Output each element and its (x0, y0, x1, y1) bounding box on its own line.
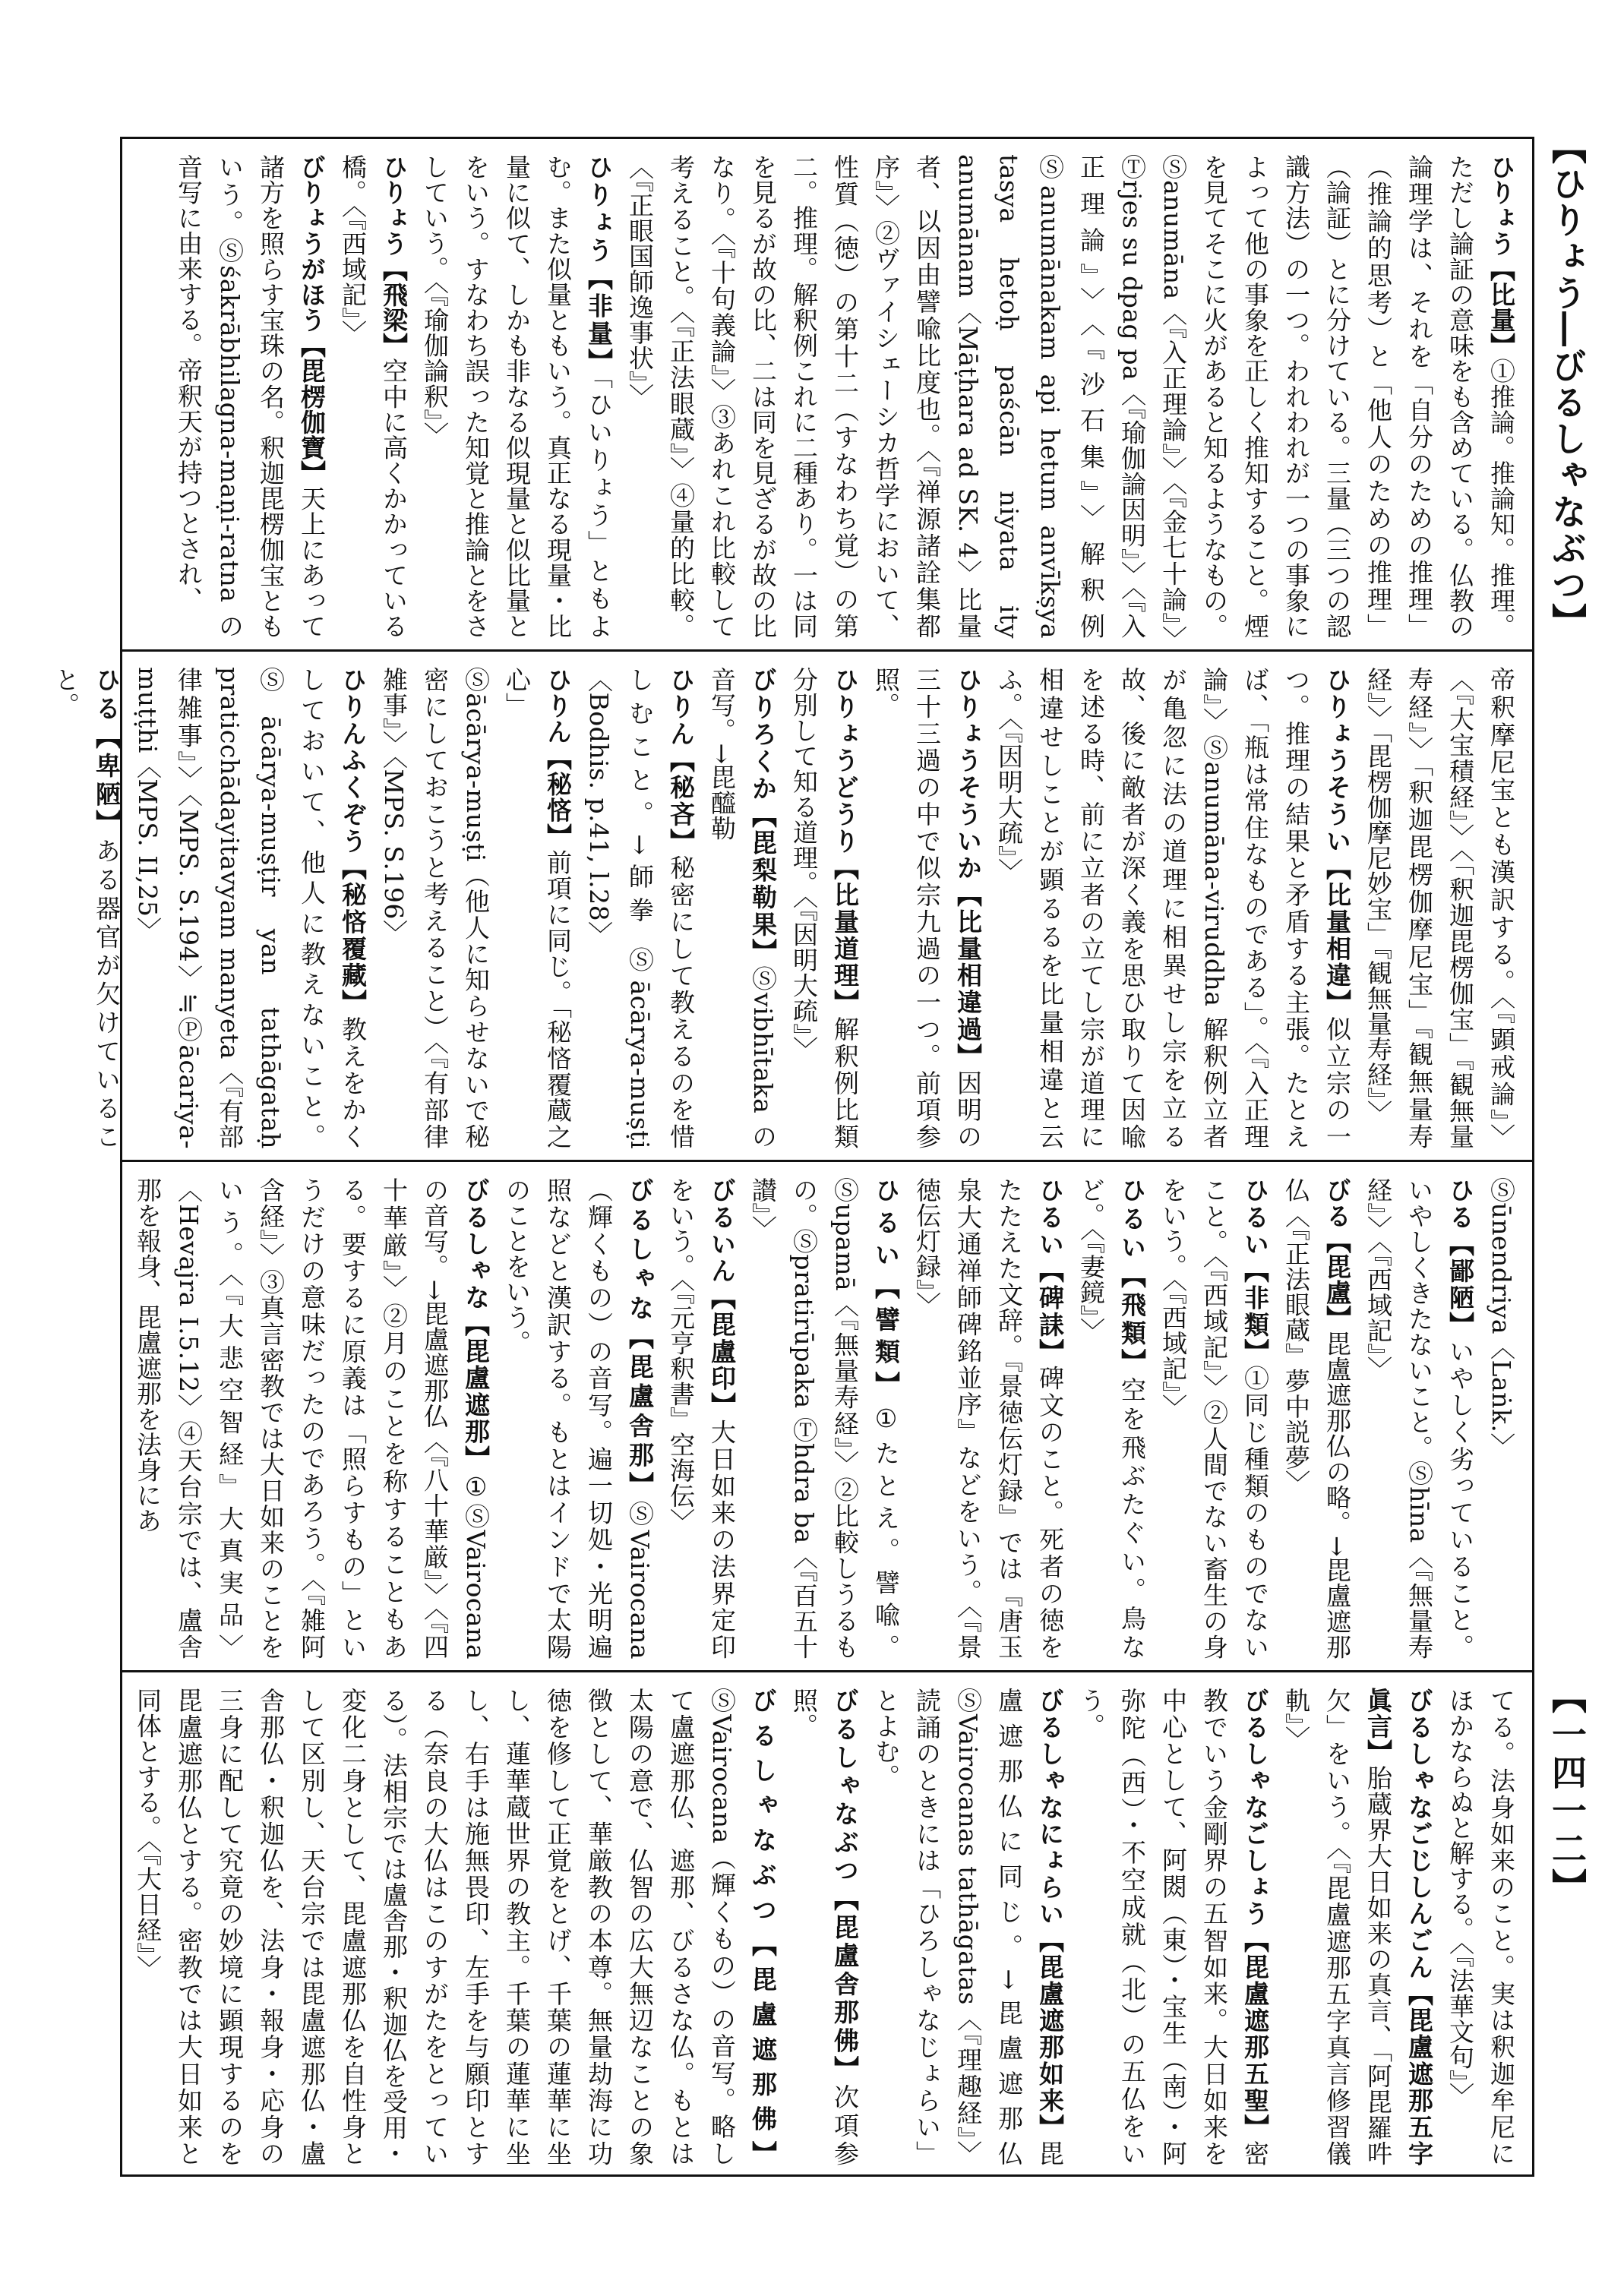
tier-4 (122, 1670, 1532, 2177)
entry-body: 教えをかくしておいて、他人に教えないこと。Ⓢācārya-muṣṭir yan tathāgataḥ praticchādayitavyam manyeta〈『有部律雑事』〉〈MPS. S.194〉≒Ⓟācariya-muṭṭhi〈MPS. II,25〉 (133, 667, 368, 1150)
entry-headword: ひるい【譬類】 (871, 1177, 901, 1404)
dictionary-entry (1480, 1177, 1521, 1660)
dictionary-entry (578, 667, 701, 1149)
entry-body: 空中に高くかかっている橋。〈『西域記』〉 (338, 154, 409, 640)
entry-headword: びるしゃなごしょう【毘盧遮那五聖】 (1240, 1688, 1270, 2141)
page-frame (51, 137, 1534, 2177)
entry-body: ①同じ種類のものでないこと。〈『西域記』〉②人間でない畜生の身をいう。〈『西域記』〉 (1158, 1177, 1270, 1660)
entry-body: ある器官が欠けていること。 (51, 667, 122, 1149)
entry-headword: ひりんふくぞう【秘悋覆藏】 (338, 667, 368, 1016)
dictionary-entry (127, 1688, 783, 2166)
dictionary-entry (496, 667, 578, 1149)
dictionary-entry (1275, 1177, 1357, 1660)
dictionary-entry (1357, 1177, 1480, 1660)
entry-body: 帝釈摩尼宝とも漢訳する。〈『顕戒論』〉〈『大宝積経』〉〈「釈迦毘楞伽宝」『観無量寿経』〉「釈迦毘楞伽摩尼宝」『観無量寿経』〉「毘楞伽摩尼妙宝」『観無量寿経』〉 (1363, 667, 1516, 1149)
entry-body: 胎蔵界大日如来の真言、「阿毘羅吽欠」をいう。〈『毘盧遮那五字真言修習儀軌』〉 (1281, 1688, 1393, 2167)
dictionary-entry (906, 1177, 1070, 1660)
entry-headword: ひりん【秘悋】 (543, 667, 573, 850)
tier-text (122, 1162, 1532, 1670)
page-number: 【一四一二】 (1547, 1679, 1588, 1906)
entry-body: 解釈例比類分別して知る道理。〈『因明大疏』〉 (789, 667, 860, 1150)
entry-headword: ひる【鄙陋】 (1445, 1177, 1475, 1339)
entry-body: ①ⓈVairocana の音写。→毘盧遮那仏〈『八十華厳』〉〈『四十華厳』〉②月のことを称することもある。要するに原義は「照らすもの」というだけの意味だったのであろう。〈『雑阿含経』〉③真言密教では大日如来のことをいう。〈『大悲空智経』大真実品〉〈Hevajra I.5.12〉④天台宗では、盧舎那を報身、毘盧遮那を法身にあ (133, 1177, 491, 1660)
entry-body: ①推論。推論知。推理。ただし論証の意味をも含めている。仏教の論理学は、それを「自分のための推理」（推論的思考）と「他人のための推理」（論証）とに分けている。三量（三つの認識方法）の一つ。われわれが一つの事象によって他の事象を正しく推知すること。煙を見てそこに火があると知るようなもの。Ⓢanumāna〈『入正理論』〉〈『金七十論』〉Ⓣrjes su dpag pa〈『瑜伽論因明』〉〈『入正理論』〉〈『沙石集』〉解釈例Ⓢanumānakam api hetum anvīkṣya tasya hetoḥ paścān niyata ity anumānam〈Māṭhara ad SK. 4〉比量者、以因由譬喩比度也。〈『禅源諸詮集都序』〉②ヴァイシェーシカ哲学において、性質（徳）の第十二（すなわち覚）の第二。推理。解釈例これに二種あり。一は同を見るが故の比、二は同を見ざるが故の比なり。〈『十句義論』〉③あれこれ比較して考えること。〈『正法眼蔵』〉④量的比較。〈『正眼国師逸事状』〉 (625, 154, 1516, 640)
entry-headword: ひりょうどうり【比量道理】 (830, 667, 860, 1016)
entry-body: 似立宗の一つ。推理の結果と矛盾する主張。たとえば、「瓶は常住なものである」。〈『入正理論』〉Ⓢanumāna-viruddha 解釈例立者が亀忽に法の道理に相異せし宗を立る故、後に敵者が深く義を思ひ取りて因喩を述る時、前に立者の立てし宗が道理に相違せしことが顕るるを比量相違と云ふ。〈『因明大疏』〉 (994, 667, 1352, 1150)
entry-body: 大日如来の法界定印をいう。〈『元亨釈書』空海伝〉 (666, 1177, 737, 1660)
entry-body: Ⓢvibhītaka の音写。→毘醯勒 (707, 667, 778, 1149)
entry-body: 空を飛ぶたぐい。鳥など。〈『妻鏡』〉 (1076, 1177, 1147, 1660)
dictionary-entry (865, 1688, 1070, 2166)
entry-headword: ひりょう【比量】 (1487, 154, 1516, 358)
dictionary-entry (45, 667, 127, 1149)
entry-headword: ひりょう【飛梁】 (379, 154, 409, 358)
dictionary-entry (783, 667, 865, 1149)
entry-body: 因明の三十三過の中で似宗九過の一つ。前項参照。 (871, 667, 983, 1150)
dictionary-entry (660, 1177, 742, 1660)
dictionary-entry (1152, 1177, 1275, 1660)
dictionary-entry (127, 667, 373, 1149)
entry-body: 「ひいりょう」ともよむ。また似量ともいう。真正なる現量・比量に似て、しかも非なる似現量と似比量とをいう。すなわち誤った知覚と推論とをさしていう。〈『瑜伽論釈』〉 (420, 154, 614, 640)
entry-headword: ひるい【非類】 (1240, 1177, 1270, 1366)
entry-body: いやしく劣っていること。いやしくきたないこと。Ⓢhīna〈『無量寿経』〉〈『西域記』〉 (1363, 1177, 1475, 1660)
entry-body: 毘盧遮那仏に同じ。→毘盧遮那仏 ⓈVairocanas tathāgatas〈『理趣経』〉読誦のときには「ひろしゃなじょらい」とよむ。 (871, 1688, 1065, 2166)
entry-headword: びるしゃなぶつ【毘盧舎那佛】 (830, 1688, 860, 2084)
dictionary-entry (1357, 667, 1521, 1149)
dictionary-entry (168, 154, 332, 639)
entry-headword: ひりょうそういか【比量相違過】 (953, 667, 983, 1070)
entry-headword: びるしゃなにょらい【毘盧遮那如来】 (1035, 1688, 1065, 2141)
entry-body: 毘盧遮那仏の略。→毘盧遮那仏〈『正法眼蔵』夢中説夢〉 (1281, 1177, 1352, 1660)
entry-body: 前項に同じ。「秘悋覆蔵之心」 (502, 667, 573, 1150)
dictionary-entry (783, 1688, 865, 2166)
entry-headword: びるしゃな【毘盧舎那】 (625, 1177, 655, 1502)
running-head: 【ひりょう―びるしゃなぶつ】 (1547, 129, 1588, 640)
tier-text (51, 652, 1532, 1160)
dictionary-entry (373, 667, 496, 1149)
entry-body: ⓈVairocana（輝くもの）の音写。遍一切処・光明遍照などと漢訳する。もとはインドで太陽のことをいう。 (502, 1177, 655, 1660)
dictionary-entry (414, 154, 619, 639)
tier-text (122, 139, 1532, 649)
tier-3 (122, 1160, 1532, 1670)
dictionary-entry (701, 667, 783, 1149)
entry-body: 次項参照。 (789, 1688, 860, 2166)
dictionary-entry (332, 154, 414, 639)
entry-body: てる。法身如来のこと。実は釈迦牟尼にほかならぬと解する。〈『法華文句』〉 (1445, 1688, 1516, 2166)
entry-headword: びるいん【毘盧印】 (707, 1177, 737, 1420)
entry-body: Ⓢūnendriya〈Laṅk.〉 (1487, 1177, 1516, 1458)
tier-2 (51, 649, 1532, 1160)
dictionary-entry (988, 667, 1357, 1149)
entry-body: Ⓢācārya-muṣṭi（他人に知らせないで秘密にしておこうと考えること）〈『有部律雑事』〉〈MPS. S.196〉 (379, 667, 491, 1149)
dictionary-entry (127, 1177, 496, 1660)
entry-body: ⓈVairocana（輝くもの）の音写。略して盧遮那仏、遮那、びるさな仏。もとは太陽の意で、仏智の広大無辺なことの象徴として、華厳教の本尊。無量劫海に功徳を修して正覚をとげ、千葉の蓮華に坐し、蓮華蔵世界の教主。千葉の蓮華に坐し、右手は施無畏印、左手を与願印とする（奈良の大仏はこのすがたをとっている）。法相宗では盧舎那・釈迦仏を受用・変化二身として、毘盧遮那仏を自性身として区別し、天台宗では毘盧遮那仏・盧舎那仏・釈迦仏を、法身・報身・応身の三身に配して究竟の妙境に顕現するのを毘盧遮那仏とする。密教では大日如来と同体とする。〈『大日経』〉 (133, 1688, 737, 2166)
dictionary-entry (742, 1177, 906, 1660)
entry-body: 天上にあって諸方を照らす宝珠の名。釈迦毘楞伽宝ともいう。Ⓢśakrābhilagna-maṇi-ratna の音写に由来する。帝釈天が持つとされ、 (174, 154, 327, 640)
entry-headword: ひるい【飛類】 (1117, 1177, 1147, 1378)
entry-body: 碑文のこと。死者の徳をたたえた文辞。『景徳伝灯録』では『唐玉泉大通禅師碑銘並序』などをいう。〈『景徳伝灯録』〉 (912, 1177, 1065, 1660)
tier-1 (122, 139, 1532, 649)
dictionary-entry (1070, 1688, 1275, 2166)
entry-body: 密教でいう金剛界の五智如来。大日如来を中心として、阿閦（東）・宝生（南）・阿弥陀（西）・不空成就（北）の五仏をいう。 (1076, 1688, 1270, 2166)
entry-headword: びるしゃなぶつ【毘盧遮那佛】 (748, 1688, 778, 2166)
dictionary-entry (1439, 1688, 1521, 2166)
entry-body: ①たとえ。譬喩。Ⓢupamā〈『無量寿経』〉②比較しうるもの。Ⓢpratirūpaka Ⓣhdra ba〈『百五十讃』〉 (748, 1177, 901, 1660)
dictionary-entry (865, 667, 988, 1149)
dictionary-entry (619, 154, 1521, 639)
entry-headword: びりょうがほう【毘楞伽寶】 (297, 154, 327, 486)
dictionary-entry (496, 1177, 660, 1660)
entry-headword: びるしゃな【毘盧遮那】 (461, 1177, 491, 1473)
entry-headword: ひりん【秘吝】 (666, 667, 696, 855)
entry-headword: ひりょうそうい【比量相違】 (1322, 667, 1352, 1016)
entry-headword: ひる【卑陋】 (92, 667, 122, 838)
entry-headword: びりろくか【毘梨勒果】 (748, 667, 778, 966)
entry-body: 秘密にして教えるのを惜しむこと。→師拳 Ⓢācārya-muṣṭi〈Bodhis. p.41, l.28〉 (584, 667, 696, 1150)
entry-headword: ひるい【碑誄】 (1035, 1177, 1065, 1366)
entry-headword: びるしゃなごじしんごん【毘盧遮那五字眞言】 (1363, 1688, 1434, 2166)
tier-text (122, 1672, 1532, 2177)
dictionary-entry (1275, 1688, 1439, 2166)
entry-headword: びる【毘盧】 (1322, 1177, 1352, 1331)
entry-headword: ひりょう【非量】 (584, 154, 614, 377)
dictionary-entry (1070, 1177, 1152, 1660)
